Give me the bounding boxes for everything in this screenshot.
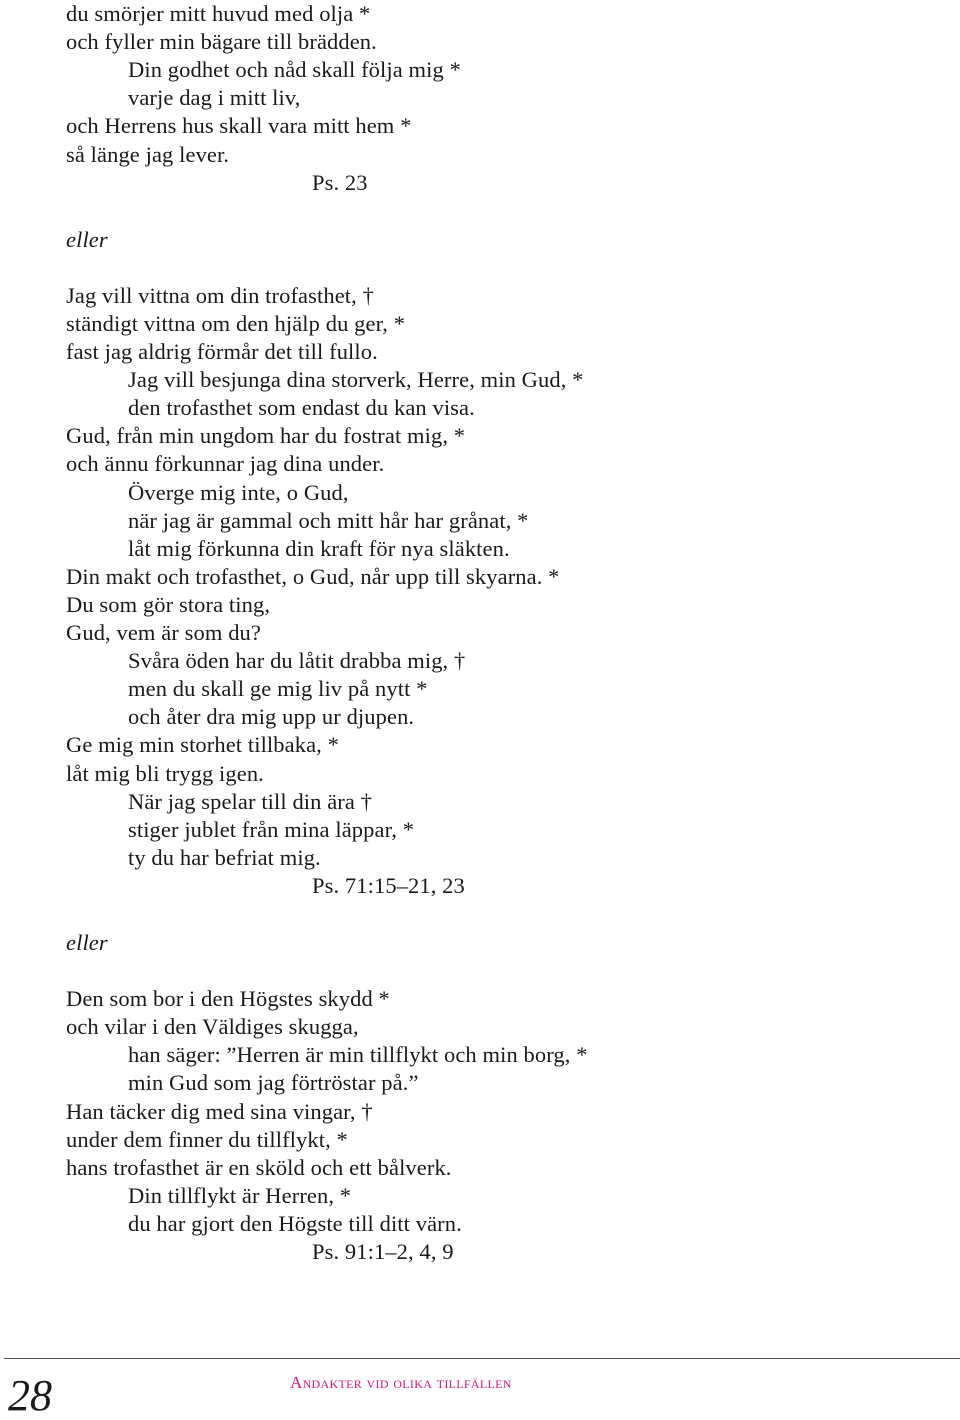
section-separator: eller	[66, 226, 108, 252]
verse-line: Den som bor i den Högstes skydd *	[66, 986, 390, 1012]
verse-line: den trofasthet som endast du kan visa.	[128, 395, 475, 421]
footer-divider	[4, 1358, 960, 1359]
verse-line: och åter dra mig upp ur djupen.	[128, 704, 415, 730]
verse-line: låt mig förkunna din kraft för nya släkten.	[128, 535, 510, 561]
scripture-reference: Ps. 91:1–2, 4, 9	[312, 1239, 454, 1264]
verse-line: Överge mig inte, o Gud,	[128, 479, 349, 505]
verse-line: fast jag aldrig förmår det till fullo.	[66, 339, 378, 364]
verse-line: han säger: ”Herren är min tillflykt och min borg, *	[128, 1042, 588, 1068]
verse-line: men du skall ge mig liv på nytt *	[128, 676, 428, 702]
scripture-reference: Ps. 23	[312, 169, 368, 195]
verse-line: Gud, från min ungdom har du fostrat mig, *	[66, 423, 466, 449]
running-footer-title: Andakter vid olika tillfällen	[290, 1373, 512, 1392]
verse-line: Ge mig min storhet tillbaka, *	[66, 732, 339, 758]
verse-line: och vilar i den Väldiges skugga,	[66, 1014, 359, 1040]
verse-line: min Gud som jag förtröstar på.”	[128, 1070, 419, 1096]
verse-line: Jag vill besjunga dina storverk, Herre, min Gud, *	[128, 367, 584, 393]
verse-line: Jag vill vittna om din trofasthet, †	[66, 282, 374, 308]
verse-line: så länge jag lever.	[66, 141, 230, 167]
verse-line: varje dag i mitt liv,	[128, 85, 301, 111]
verse-line: hans trofasthet är en sköld och ett bålverk.	[66, 1154, 452, 1180]
verse-line: Gud, vem är som du?	[66, 620, 261, 645]
verse-line: ty du har befriat mig.	[128, 844, 321, 870]
verse-line: ständigt vittna om den hjälp du ger, *	[66, 310, 406, 336]
verse-line: och Herrens hus skall vara mitt hem *	[66, 113, 412, 139]
section-separator: eller	[66, 930, 108, 955]
verse-line: Du som gör stora ting,	[66, 591, 271, 617]
verse-line: Han täcker dig med sina vingar, †	[66, 1098, 373, 1124]
verse-line: du har gjort den Högste till ditt värn.	[128, 1210, 462, 1236]
scripture-reference: Ps. 71:15–21, 23	[312, 872, 465, 898]
verse-line: Din makt och trofasthet, o Gud, når upp till skyarna. *	[66, 563, 560, 589]
page-number: 28	[8, 1371, 52, 1420]
verse-line: och ännu förkunnar jag dina under.	[66, 451, 385, 477]
verse-line: Din tillflykt är Herren, *	[128, 1182, 352, 1208]
verse-line: Din godhet och nåd skall följa mig *	[128, 57, 461, 83]
verse-line: stiger jublet från mina läppar, *	[128, 816, 415, 842]
verse-line: och fyller min bägare till brädden.	[66, 29, 377, 55]
verse-line: när jag är gammal och mitt hår har grånat, *	[128, 507, 529, 533]
verse-line: du smörjer mitt huvud med olja *	[66, 1, 371, 26]
verse-line: låt mig bli trygg igen.	[66, 760, 264, 786]
verse-line: När jag spelar till din ära †	[128, 788, 373, 814]
verse-line: Svåra öden har du låtit drabba mig, †	[128, 648, 466, 674]
verse-line: under dem finner du tillflykt, *	[66, 1126, 348, 1152]
